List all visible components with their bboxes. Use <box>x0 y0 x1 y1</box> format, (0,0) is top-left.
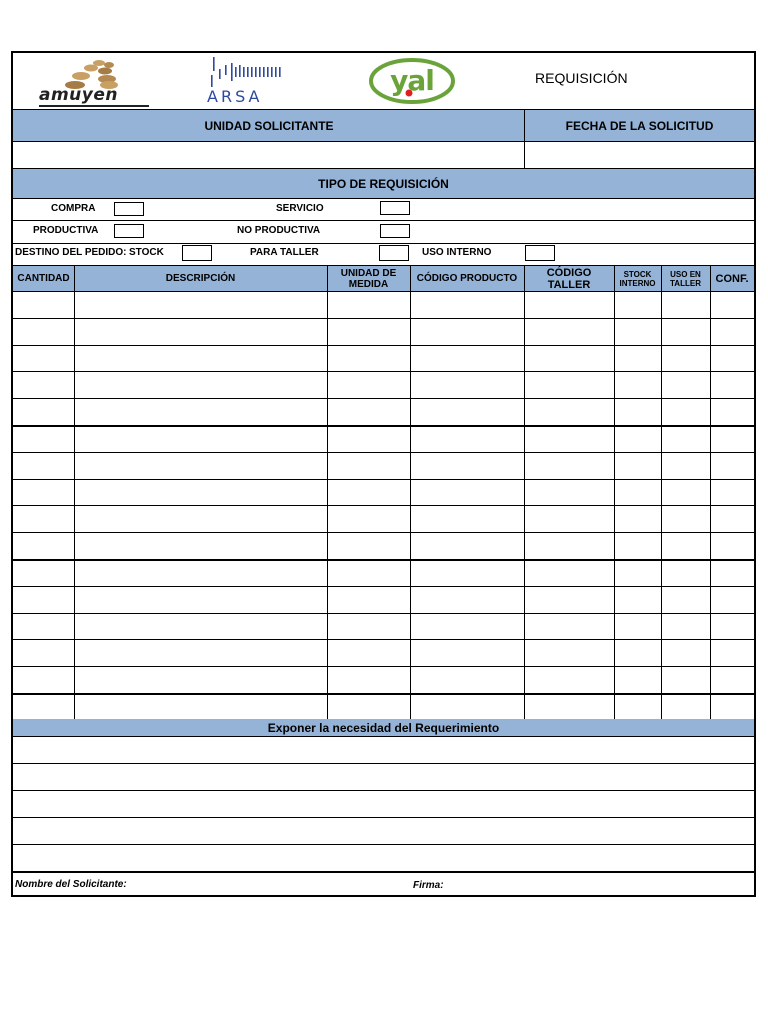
necessity-line[interactable] <box>13 817 754 844</box>
uso-interno-label: USO INTERNO <box>422 247 492 258</box>
table-cell-unidad-medida[interactable] <box>327 639 410 666</box>
table-cell-descripcion[interactable] <box>74 318 327 345</box>
table-cell-conf[interactable] <box>710 666 754 693</box>
table-row <box>13 613 754 640</box>
table-cell-uso-taller[interactable] <box>661 613 710 640</box>
yal-wordmark: yal <box>390 63 434 97</box>
table-cell-unidad-medida[interactable] <box>327 693 410 720</box>
table-cell-codigo-producto[interactable] <box>410 318 524 345</box>
table-cell-descripcion[interactable] <box>74 425 327 452</box>
table-row <box>13 559 754 586</box>
table-cell-descripcion[interactable] <box>74 505 327 532</box>
table-row <box>13 505 754 532</box>
table-cell-conf[interactable] <box>710 318 754 345</box>
table-cell-stock-interno[interactable] <box>614 559 661 586</box>
table-cell-codigo-producto[interactable] <box>410 291 524 318</box>
table-cell-unidad-medida[interactable] <box>327 318 410 345</box>
table-cell-stock-interno[interactable] <box>614 425 661 452</box>
table-cell-descripcion[interactable] <box>74 479 327 506</box>
table-cell-stock-interno[interactable] <box>614 345 661 372</box>
table-cell-descripcion[interactable] <box>74 613 327 640</box>
table-cell-unidad-medida[interactable] <box>327 559 410 586</box>
table-cell-codigo-taller[interactable] <box>524 559 614 586</box>
table-cell-codigo-taller[interactable] <box>524 452 614 479</box>
table-cell-stock-interno[interactable] <box>614 693 661 720</box>
table-cell-codigo-taller[interactable] <box>524 666 614 693</box>
table-cell-codigo-taller[interactable] <box>524 398 614 425</box>
table-row <box>13 291 754 318</box>
amuyen-wordmark: amuyen <box>39 85 149 107</box>
table-cell-stock-interno[interactable] <box>614 532 661 559</box>
table-cell-unidad-medida[interactable] <box>327 666 410 693</box>
table-cell-cantidad[interactable] <box>13 559 74 586</box>
table-cell-uso-taller[interactable] <box>661 318 710 345</box>
productiva-checkbox[interactable] <box>114 224 144 238</box>
compra-label: COMPRA <box>51 203 96 214</box>
table-row <box>13 398 754 425</box>
table-cell-stock-interno[interactable] <box>614 666 661 693</box>
table-cell-cantidad[interactable] <box>13 639 74 666</box>
table-cell-uso-taller[interactable] <box>661 586 710 613</box>
table-cell-unidad-medida[interactable] <box>327 291 410 318</box>
table-cell-codigo-taller[interactable] <box>524 425 614 452</box>
table-cell-uso-taller[interactable] <box>661 479 710 506</box>
table-cell-conf[interactable] <box>710 345 754 372</box>
table-cell-conf[interactable] <box>710 425 754 452</box>
table-cell-unidad-medida[interactable] <box>327 479 410 506</box>
table-cell-codigo-producto[interactable] <box>410 586 524 613</box>
table-cell-cantidad[interactable] <box>13 586 74 613</box>
table-row <box>13 639 754 666</box>
column-header-conf: CONF. <box>715 272 749 285</box>
productiva-label: PRODUCTIVA <box>33 225 99 236</box>
table-cell-codigo-producto[interactable] <box>410 452 524 479</box>
yal-logo <box>369 57 455 105</box>
table-cell-codigo-producto[interactable] <box>410 371 524 398</box>
table-cell-descripcion[interactable] <box>74 666 327 693</box>
table-cell-codigo-producto[interactable] <box>410 559 524 586</box>
table-cell-uso-taller[interactable] <box>661 693 710 720</box>
no-productiva-checkbox[interactable] <box>380 224 410 238</box>
table-cell-stock-interno[interactable] <box>614 479 661 506</box>
table-cell-conf[interactable] <box>710 532 754 559</box>
table-row <box>13 452 754 479</box>
arsa-bars-icon <box>205 55 291 91</box>
table-cell-uso-taller[interactable] <box>661 505 710 532</box>
table-cell-conf[interactable] <box>710 505 754 532</box>
table-cell-uso-taller[interactable] <box>661 291 710 318</box>
table-cell-stock-interno[interactable] <box>614 505 661 532</box>
necessity-line[interactable] <box>13 736 754 763</box>
table-cell-descripcion[interactable] <box>74 371 327 398</box>
table-cell-codigo-taller[interactable] <box>524 371 614 398</box>
table-cell-uso-taller[interactable] <box>661 639 710 666</box>
table-cell-cantidad[interactable] <box>13 425 74 452</box>
table-cell-unidad-medida[interactable] <box>327 532 410 559</box>
table-cell-conf[interactable] <box>710 371 754 398</box>
table-cell-conf[interactable] <box>710 559 754 586</box>
para-taller-label: PARA TALLER <box>250 247 319 258</box>
table-cell-codigo-taller[interactable] <box>524 586 614 613</box>
table-cell-stock-interno[interactable] <box>614 613 661 640</box>
table-cell-descripcion[interactable] <box>74 559 327 586</box>
date-field[interactable] <box>527 142 752 168</box>
table-cell-conf[interactable] <box>710 479 754 506</box>
column-header-codigo-producto: CÓDIGO PRODUCTO <box>416 273 518 284</box>
table-cell-stock-interno[interactable] <box>614 398 661 425</box>
table-cell-codigo-producto[interactable] <box>410 613 524 640</box>
signature-label: Firma: <box>413 880 444 891</box>
column-header-descripcion: DESCRIPCIÓN <box>165 273 236 284</box>
necessity-line[interactable] <box>13 763 754 790</box>
form-title: REQUISICIÓN <box>535 70 628 86</box>
table-cell-codigo-producto[interactable] <box>410 398 524 425</box>
table-cell-stock-interno[interactable] <box>614 639 661 666</box>
table-cell-conf[interactable] <box>710 291 754 318</box>
table-cell-unidad-medida[interactable] <box>327 345 410 372</box>
table-cell-codigo-taller[interactable] <box>524 479 614 506</box>
table-row <box>13 371 754 398</box>
compra-checkbox[interactable] <box>114 202 144 216</box>
table-cell-stock-interno[interactable] <box>614 452 661 479</box>
table-cell-codigo-producto[interactable] <box>410 639 524 666</box>
table-cell-uso-taller[interactable] <box>661 559 710 586</box>
column-header-uso-taller: USO EN TALLER <box>670 269 701 288</box>
table-cell-cantidad[interactable] <box>13 693 74 720</box>
column-header-cantidad: CANTIDAD <box>17 273 70 284</box>
unit-field[interactable] <box>15 142 521 168</box>
column-header-codigo-taller: CÓDIGO TALLER <box>546 266 592 291</box>
table-cell-unidad-medida[interactable] <box>327 398 410 425</box>
table-cell-unidad-medida[interactable] <box>327 371 410 398</box>
date-label: FECHA DE LA SOLICITUD <box>565 118 714 133</box>
table-cell-stock-interno[interactable] <box>614 371 661 398</box>
table-cell-uso-taller[interactable] <box>661 666 710 693</box>
table-cell-codigo-producto[interactable] <box>410 532 524 559</box>
uso-interno-checkbox[interactable] <box>525 245 555 261</box>
table-cell-uso-taller[interactable] <box>661 532 710 559</box>
arsa-logo <box>205 55 291 109</box>
table-cell-codigo-taller[interactable] <box>524 345 614 372</box>
destino-label: DESTINO DEL PEDIDO: <box>15 247 127 258</box>
table-cell-descripcion[interactable] <box>74 452 327 479</box>
table-cell-descripcion[interactable] <box>74 291 327 318</box>
table-cell-stock-interno[interactable] <box>614 586 661 613</box>
table-cell-uso-taller[interactable] <box>661 345 710 372</box>
table-cell-codigo-taller[interactable] <box>524 532 614 559</box>
table-cell-cantidad[interactable] <box>13 371 74 398</box>
table-cell-cantidad[interactable] <box>13 613 74 640</box>
servicio-checkbox[interactable] <box>380 201 410 215</box>
table-cell-codigo-taller[interactable] <box>524 693 614 720</box>
table-cell-descripcion[interactable] <box>74 693 327 720</box>
requester-name-label: Nombre del Solicitante: <box>15 879 127 890</box>
table-cell-descripcion[interactable] <box>74 586 327 613</box>
table-cell-conf[interactable] <box>710 613 754 640</box>
table-row <box>13 425 754 452</box>
table-cell-conf[interactable] <box>710 586 754 613</box>
requisition-type-title: TIPO DE REQUISICIÓN <box>13 169 754 198</box>
table-cell-cantidad[interactable] <box>13 532 74 559</box>
stock-checkbox[interactable] <box>182 245 212 261</box>
table-cell-conf[interactable] <box>710 693 754 720</box>
table-cell-codigo-producto[interactable] <box>410 479 524 506</box>
table-cell-codigo-taller[interactable] <box>524 318 614 345</box>
table-cell-cantidad[interactable] <box>13 666 74 693</box>
table-cell-codigo-producto[interactable] <box>410 505 524 532</box>
table-cell-conf[interactable] <box>710 398 754 425</box>
para-taller-checkbox[interactable] <box>379 245 409 261</box>
table-cell-descripcion[interactable] <box>74 345 327 372</box>
table-cell-conf[interactable] <box>710 452 754 479</box>
table-cell-cantidad[interactable] <box>13 291 74 318</box>
table-cell-stock-interno[interactable] <box>614 318 661 345</box>
stock-label: STOCK <box>129 247 164 258</box>
requisition-form <box>11 51 756 897</box>
column-header-unidad-medida: UNIDAD DE MEDIDA <box>340 267 397 290</box>
table-cell-codigo-producto[interactable] <box>410 666 524 693</box>
table-row <box>13 693 754 720</box>
table-cell-unidad-medida[interactable] <box>327 505 410 532</box>
no-productiva-label: NO PRODUCTIVA <box>237 225 321 236</box>
necessity-line[interactable] <box>13 844 754 871</box>
table-row <box>13 318 754 345</box>
table-cell-unidad-medida[interactable] <box>327 586 410 613</box>
table-cell-codigo-taller[interactable] <box>524 613 614 640</box>
table-cell-unidad-medida[interactable] <box>327 452 410 479</box>
table-cell-codigo-producto[interactable] <box>410 345 524 372</box>
table-row <box>13 479 754 506</box>
table-cell-cantidad[interactable] <box>13 505 74 532</box>
arsa-wordmark: ARSA <box>207 87 263 106</box>
table-cell-uso-taller[interactable] <box>661 371 710 398</box>
servicio-label: SERVICIO <box>276 203 324 214</box>
necessity-line[interactable] <box>13 790 754 817</box>
table-cell-descripcion[interactable] <box>74 532 327 559</box>
table-cell-uso-taller[interactable] <box>661 425 710 452</box>
table-cell-cantidad[interactable] <box>13 345 74 372</box>
table-row <box>13 666 754 693</box>
table-cell-uso-taller[interactable] <box>661 398 710 425</box>
table-cell-conf[interactable] <box>710 639 754 666</box>
table-cell-codigo-taller[interactable] <box>524 291 614 318</box>
necessity-title: Exponer la necesidad del Requerimiento <box>13 719 754 736</box>
table-cell-unidad-medida[interactable] <box>327 425 410 452</box>
unit-label: UNIDAD SOLICITANTE <box>204 118 334 133</box>
table-cell-cantidad[interactable] <box>13 318 74 345</box>
table-cell-unidad-medida[interactable] <box>327 613 410 640</box>
table-cell-codigo-producto[interactable] <box>410 425 524 452</box>
table-cell-codigo-taller[interactable] <box>524 639 614 666</box>
table-row <box>13 532 754 559</box>
table-cell-codigo-taller[interactable] <box>524 505 614 532</box>
table-cell-cantidad[interactable] <box>13 398 74 425</box>
table-cell-uso-taller[interactable] <box>661 452 710 479</box>
table-cell-codigo-producto[interactable] <box>410 693 524 720</box>
amuyen-logo <box>37 57 147 109</box>
table-cell-descripcion[interactable] <box>74 398 327 425</box>
column-header-stock-interno: STOCK INTERNO <box>619 269 656 288</box>
table-cell-stock-interno[interactable] <box>614 291 661 318</box>
table-row <box>13 345 754 372</box>
table-row <box>13 586 754 613</box>
table-cell-descripcion[interactable] <box>74 639 327 666</box>
table-cell-cantidad[interactable] <box>13 479 74 506</box>
table-cell-cantidad[interactable] <box>13 452 74 479</box>
